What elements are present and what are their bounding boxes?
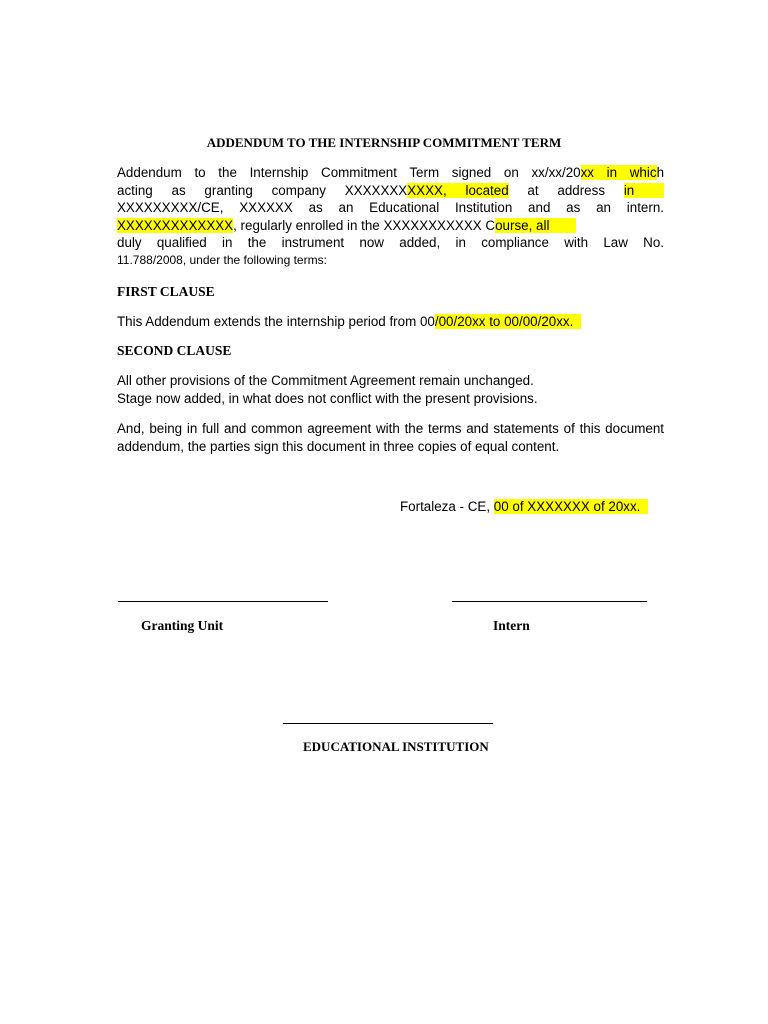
highlight: XXXX, located xyxy=(407,182,509,198)
signature-line-granting-unit xyxy=(118,601,328,602)
first-clause-text: This Addendum extends the internship period from 00/00/20xx to 00/00/20xx. xyxy=(117,314,581,329)
intro-line-4: XXXXXXXXXXXXX, regularly enrolled in the XXXXXXXXXXX Course, all xyxy=(117,217,576,233)
document-title: ADDENDUM TO THE INTERNSHIP COMMITMENT TERM xyxy=(206,135,562,150)
highlight: ourse, all xyxy=(495,217,576,233)
intern-label: Intern xyxy=(493,618,530,633)
signature-line-institution xyxy=(283,723,493,724)
place-date: Fortaleza - CE, 00 of XXXXXXX of 20xx. xyxy=(400,499,648,514)
second-clause-line-2: Stage now added, in what does not conflict with the present provisions. xyxy=(117,390,538,406)
highlight: 00 of XXXXXXX of 20xx. xyxy=(493,499,648,514)
intro-line-2: acting as granting company XXXXXXXXXXX, located at address in xyxy=(117,182,664,198)
highlight: in xyxy=(623,182,664,198)
intro-line-1: Addendum to the Internship Commitment Term signed on xx/xx/20xx in which xyxy=(117,165,665,180)
first-clause-heading: FIRST CLAUSE xyxy=(117,284,215,299)
second-clause-heading: SECOND CLAUSE xyxy=(117,343,232,358)
granting-unit-label: Granting Unit xyxy=(141,618,224,633)
institution-label: EDUCATIONAL INSTITUTION xyxy=(303,739,489,754)
second-clause-line-1: All other provisions of the Commitment Agreement remain unchanged. xyxy=(117,373,534,388)
signature-line-intern xyxy=(452,601,647,602)
intro-line-5: duly qualified in the instrument now added, in compliance with Law No. xyxy=(117,235,664,250)
intro-line-6: 11.788/2008, under the following terms: xyxy=(117,253,327,267)
intro-line-3: XXXXXXXXX/CE, XXXXXX as an Educational Institution and as an intern. xyxy=(117,200,664,215)
highlight: xx in whic xyxy=(580,165,657,180)
highlight: XXXXXXXXXXXXX xyxy=(117,217,234,233)
highlight: /00/20xx to 00/00/20xx. xyxy=(434,314,581,329)
closing-line-1: And, being in full and common agreement with the terms and statements of this document xyxy=(117,421,664,436)
closing-line-2: addendum, the parties sign this document in three copies of equal content. xyxy=(117,439,560,454)
